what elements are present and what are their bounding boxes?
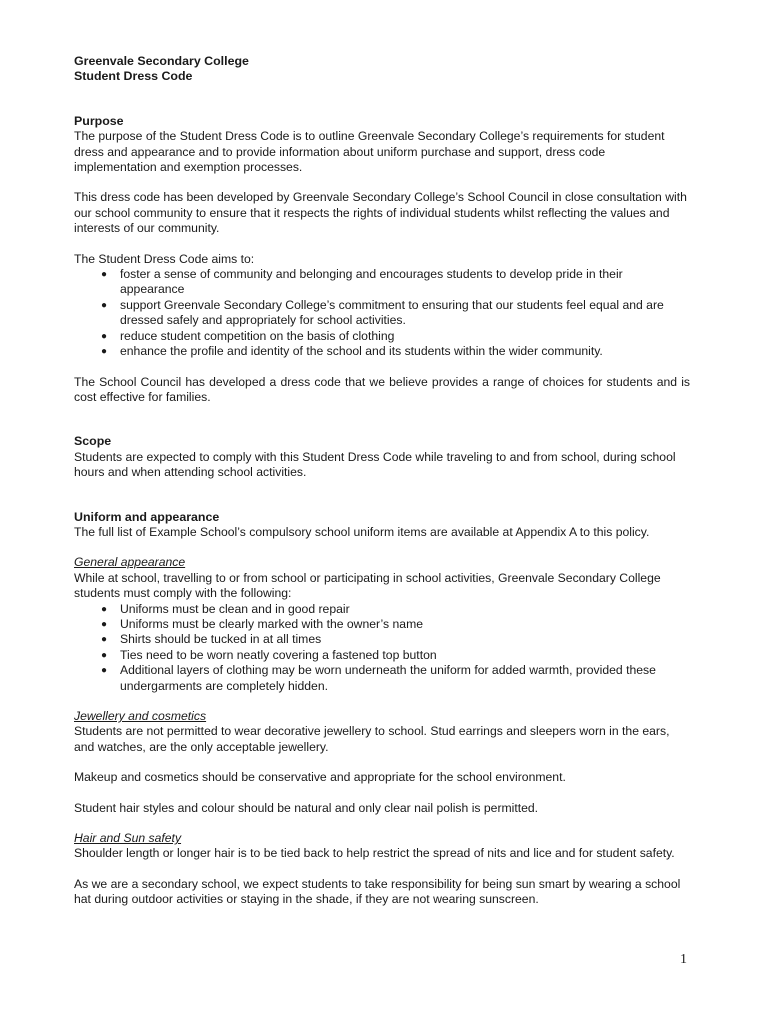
uniform-paragraph: The full list of Example School’s compulsory school uniform items are available at Appendix A to this policy. [74, 524, 650, 539]
hair-sun-paragraph-2: As we are a secondary school, we expect students to take responsibility for being sun smart by wearing a school hat during outdoor activities or staying in the shade, if they are not wearing sunscreen. [74, 876, 681, 907]
bullet-icon: ● [100, 665, 108, 677]
purpose-heading: Purpose [74, 113, 124, 128]
school-name: Greenvale Secondary College [74, 54, 249, 68]
scope-heading: Scope [74, 434, 112, 449]
jewellery-paragraph-1: Students are not permitted to wear decorative jewellery to school. Stud earrings and sleepers worn in the ears, and watches, are the only acceptable jewellery. [74, 724, 670, 754]
bullet-icon: ● [100, 330, 108, 342]
hair-sun-subheading: Hair and Sun safety [74, 831, 182, 846]
aims-list [74, 267, 690, 359]
list-item: ● support Greenvale Secondary College’s commitment to ensuring that our students feel equal and are dressed safely and appropriately for school activities. [100, 297, 664, 328]
list-item: ● reduce student competition on the basis of clothing [100, 328, 395, 343]
uniform-section [74, 510, 690, 908]
purpose-section [74, 114, 690, 406]
bullet-icon: ● [100, 346, 108, 358]
jewellery-paragraph-3: Student hair styles and colour should be natural and only clear nail polish is permitted. [74, 800, 539, 815]
jewellery-subheading: Jewellery and cosmetics [74, 709, 207, 723]
bullet-icon: ● [100, 299, 108, 311]
document-page [74, 54, 690, 908]
hair-sun-paragraph-1: Shoulder length or longer hair is to be tied back to help restrict the spread of nits and lice and for student safety. [74, 846, 675, 861]
document-title: Student Dress Code [74, 69, 193, 84]
purpose-paragraph-3: The School Council has developed a dress code that we believe provides a range of choices for students and is cost effective for families. [74, 374, 690, 404]
bullet-icon: ● [100, 269, 108, 281]
general-appearance-intro: While at school, travelling to or from school or participating in school activities, Greenvale Secondary College students must comply with the following: [74, 570, 661, 601]
aims-intro: The Student Dress Code aims to: [74, 251, 255, 266]
purpose-paragraph-1: The purpose of the Student Dress Code is to outline Greenvale Secondary College’s requirements for student dress and appearance and to provide information about uniform purchase and support, dress code implementation and exemption processes. [74, 129, 665, 175]
uniform-heading: Uniform and appearance [74, 509, 220, 524]
general-rules-list [74, 602, 690, 694]
list-item: ● Uniforms must be clearly marked with the owner’s name [100, 616, 423, 631]
list-item: ● enhance the profile and identity of the school and its students within the wider community. [100, 344, 603, 359]
page-number: 1 [680, 952, 687, 967]
list-item: ● foster a sense of community and belonging and encourages students to develop pride in their appearance [100, 267, 623, 297]
list-item: ● Shirts should be tucked in at all times [100, 632, 322, 647]
jewellery-paragraph-2: Makeup and cosmetics should be conservative and appropriate for the school environment. [74, 770, 566, 785]
list-item: ● Uniforms must be clean and in good repair [100, 601, 350, 616]
bullet-icon: ● [100, 634, 108, 646]
scope-paragraph: Students are expected to comply with this Student Dress Code while traveling to and from school, during school hours and when attending school activities. [74, 449, 676, 480]
bullet-icon: ● [100, 603, 108, 615]
bullet-icon: ● [100, 649, 108, 661]
general-appearance-subheading: General appearance [74, 555, 186, 570]
scope-section [74, 434, 690, 480]
list-item: ● Additional layers of clothing may be worn underneath the uniform for added warmth, provided these undergarments are completely hidden. [100, 663, 656, 693]
purpose-paragraph-2: This dress code has been developed by Greenvale Secondary College’s School Council in close consultation with our school community to ensure that it respects the rights of individual students whilst reflecting the values and interests of our community. [74, 190, 687, 236]
bullet-icon: ● [100, 618, 108, 630]
list-item: ● Ties need to be worn neatly covering a fastened top button [100, 647, 437, 662]
